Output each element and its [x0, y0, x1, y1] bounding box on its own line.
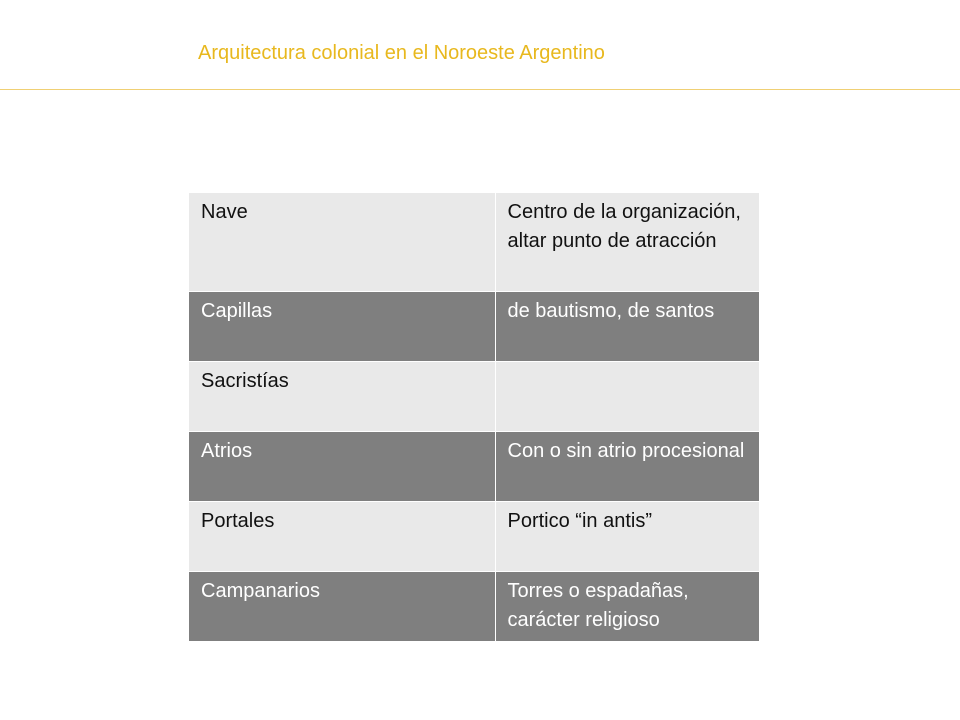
table-row: [189, 501, 759, 571]
table-row: [189, 291, 759, 361]
title-divider: [0, 89, 960, 90]
term-cell: Nave: [189, 193, 495, 291]
description-cell: Centro de la organización, altar punto de atracción: [495, 193, 759, 291]
description-cell: Con o sin atrio procesional: [495, 431, 759, 501]
description-cell: [495, 361, 759, 431]
elements-table: [189, 193, 760, 642]
term-cell: Campanarios: [189, 571, 495, 641]
table-row: [189, 571, 759, 641]
description-cell: Portico “in antis”: [495, 501, 759, 571]
term-cell: Portales: [189, 501, 495, 571]
table-row: [189, 431, 759, 501]
term-cell: Atrios: [189, 431, 495, 501]
description-cell: Torres o espadañas, carácter religioso: [495, 571, 759, 641]
term-cell: Sacristías: [189, 361, 495, 431]
table-row: [189, 193, 759, 291]
term-cell: Capillas: [189, 291, 495, 361]
description-cell: de bautismo, de santos: [495, 291, 759, 361]
slide-title: Arquitectura colonial en el Noroeste Argentino: [198, 42, 605, 64]
table-row: [189, 361, 759, 431]
